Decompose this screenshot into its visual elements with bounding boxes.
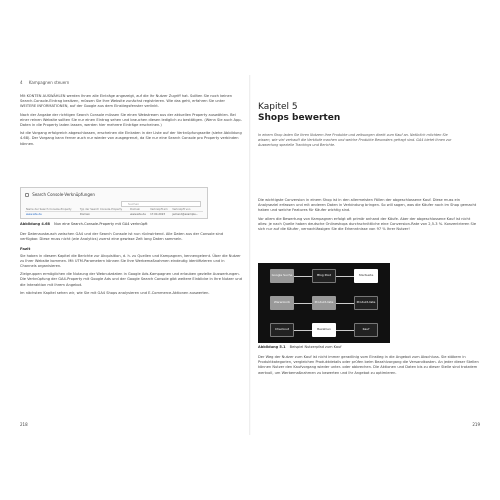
diagram-node: Bezahlen: [312, 323, 336, 337]
paragraph: Vor allem die Bewertung von Kampagnen erfolgt oft primär anhand der Käufe. Aber der abgeschlossene Kauf ist nicht alles: je nach Quelle haben deutsche Onlineshops durchschnittliche eine Conversion-Rate von 2,5-3 %. Konzentrieren Sie sich nur auf die Käufer, vernachlässigen Sie die Erkenntnisse von 97 % Ihrer Nutzer!: [258, 216, 477, 232]
page-number: 218: [20, 422, 28, 427]
left-page: [20, 80, 242, 430]
diagram-node: Warenkorb: [270, 296, 294, 310]
right-page: [258, 80, 480, 430]
table-header-row: [25, 208, 203, 212]
caption-label: Abbildung 4.68: [20, 222, 50, 226]
screenshot-title-text: Search Console-Verknüpfungen: [32, 192, 95, 197]
diagram-arrow: [336, 330, 354, 331]
running-header: [20, 80, 69, 85]
diagram-arrow: [294, 330, 312, 331]
caption-text: Nun eine Search-Console-Property mit GA4 verknüpft: [54, 222, 148, 226]
table-header: Domain: [129, 208, 149, 212]
diagram-arrow: [294, 303, 312, 304]
diagram-arrow: [336, 303, 354, 304]
table-header: Verknüpft von: [171, 208, 203, 212]
diagram-arrow: [294, 276, 312, 277]
chapter-intro: In einem Shop laden Sie Ihren Nutzern Ihre Produkte und zeitsungen direkt zum Kauf an. Natürlich möchten Sie wissen, wie viel verkauft die Verkäufe machen und welche Produkte Besonders gefragt sind. GA4 bietet Ihnen zur Auswertung spezielle Trackings und Berichte.: [258, 133, 452, 147]
paragraph: Zielgruppen ermöglichen die Nutzung der Webnutzdaten in Google Ads-Kampagnen und erlauben gezielte Auswertungen. Die Verknüpfung der GA4-Property mit Google Ads und der Google Search Console gibt weitere Einblicke in Ihre Nutzer und die Interaktion mit Ihrem Angebot.: [20, 272, 242, 287]
diagram-node: Google Suche: [270, 269, 294, 283]
gutter: [249, 75, 251, 435]
diagram-node: Startseite: [354, 269, 378, 283]
body-text-top: [258, 198, 480, 235]
table-cell: jemand@example...: [172, 213, 199, 216]
section-heading: Fazit: [20, 246, 31, 252]
user-path-diagram: [258, 263, 390, 343]
search-console-icon: [25, 193, 29, 197]
paragraph: Mit KONTEN AUSWÄHLEN werden Ihnen alle Einträge angezeigt, auf die Ihr Nutzer Zugriff hat. Sollten Sie noch keinen Search-Console-Eintrag besitzen, müssen Sie Ihre Website zunächst registrieren. Wie das geht, erfahren Sie unter WEITERE INFORMATIONEN, auf der Google aus dem Einstiegsfenster verlinkt.: [20, 94, 233, 109]
diagram-node: Kauf: [354, 323, 378, 337]
diagram-node: Blog Post: [312, 269, 336, 283]
table-cell: www.site.de: [130, 213, 146, 216]
caption-label: Abbildung 5.1: [258, 345, 286, 349]
diagram-arrow: [336, 276, 354, 277]
running-header-title: Kampagnen steuern: [28, 80, 70, 85]
running-header-number: 4: [20, 80, 23, 85]
paragraph: Ist die Vorgang erfolgreich abgeschlossen, erscheinen die Einkaten in der Liste auf der Verknüpfungsseite (siehe Abbildung 4.68). Der Vorgang kann ferner auch nur wieder von ausgegrenzt, da Sie nur eine Search Console pro Property verbinden können.: [20, 131, 242, 146]
body-text-bottom: [258, 355, 480, 379]
diagram-node: Produkt-liste: [312, 296, 336, 310]
search-console-screenshot: [20, 187, 208, 219]
paragraph: Sie haben in diesem Kapitel die Berichte zur Akquisition, d. h. zu Quellen und Kampagnen, kennengelernt. Über die Nutzer zu Ihrer Website kommen. Mit UTM-Parametern können Sie Ihre Werbemaßnahmen eindeutig identifizieren und in Channels organisieren.: [20, 253, 241, 269]
screenshot-title: [25, 192, 95, 197]
paragraph: Der Datenaustausch zwischen GA4 und der Search Console ist nun rückwirkend. Alle Daten aus der Console sind verfügbar. Diese muss nicht (wie Analytics) zuerst eine gewisse Zeit lang Daten sammeln.: [20, 232, 224, 242]
paragraph: Die wichtigste Conversion in einem Shop ist in den allermeisten Fällen der abgeschlossene Kauf. Diese muss ein Analyseziel erfassen und mit anderen Daten in Verbindung bringen. So will sagen, was die Käufer noch im Shop gemacht haben und welche Features für Käufer wichtig sind.: [258, 198, 477, 213]
figure-caption: [258, 345, 341, 349]
page-number: 219: [472, 422, 480, 427]
caption-text: Beispiel Nutzerpfad zum Kauf: [289, 345, 342, 349]
figure-caption: [20, 222, 147, 226]
screenshot-table: [25, 208, 203, 217]
paragraph: Nach der Angabe der richtigen Search Console müssen Sie einen Webstream aus der aktuellen Property auswählen. Bei einer reinen Website sollten Sie nur einen Eintrag sehen und brauchen diesen lediglich zu bestätigen. (Wenn Sie auch App-Daten in die Property laden lassen, werden hier mehrere Einträge erscheinen.): [20, 112, 242, 128]
table-header: Name der Search Console-Property: [25, 208, 79, 212]
table-row: [25, 212, 203, 218]
table-header: Verknüpft am: [149, 208, 171, 212]
chapter-label: Kapitel 5: [258, 102, 298, 112]
body-text-bottom: [20, 232, 242, 299]
diagram-node: Checkout: [270, 323, 294, 337]
paragraph: Der Weg der Nutzer zum Kauf ist nicht immer geradlinig vom Einstieg in die Angebot zum Abschluss. Sie stöbern in Produktkategorien, vergleichen Produktdetails oder prüfen beim Bezahlvorgang die Versandkosten. An jeder dieser Stellen können Nutzer den Kaufvorgang wieder unter- oder abbrechen. Die Aktionen und Daten bis zu dieser Stelle sind trotzdem wertvoll, um Werbemaßnahmen zu bewerten und Ihr Angebot zu optimieren.: [258, 355, 479, 375]
screenshot-search-box: Suchen: [121, 201, 201, 207]
table-cell: www.site.de: [26, 213, 42, 216]
table-cell: Domain: [79, 213, 90, 216]
table-header: Typ der Search Console-Property: [79, 208, 129, 212]
table-cell: 17.04.2023: [150, 213, 166, 216]
diagram-node: Produkt-liste: [354, 296, 378, 310]
body-text-top: [20, 94, 242, 150]
chapter-title: Shops bewerten: [258, 113, 341, 123]
paragraph: Im nächsten Kapitel sehen wir, wie Sie mit GA4 Shops analysieren und E-Commerce-Aktionen auswerten.: [20, 290, 210, 295]
